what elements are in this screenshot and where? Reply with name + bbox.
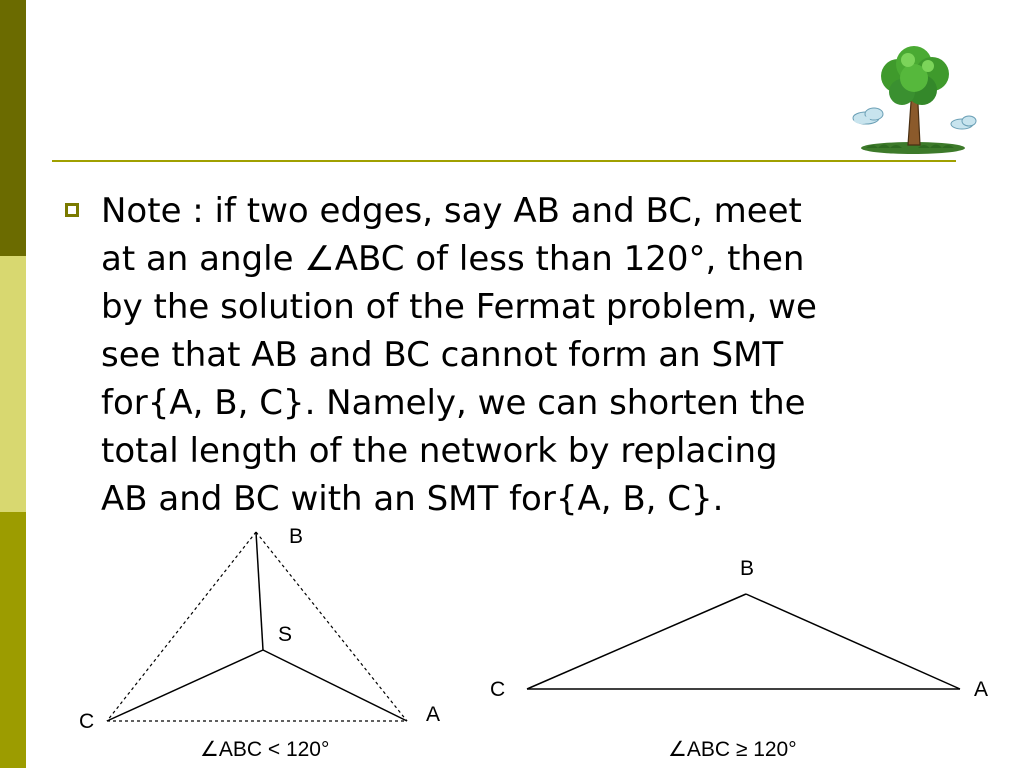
edge-b-a bbox=[746, 594, 960, 689]
left-label-s: S bbox=[278, 623, 293, 646]
right-figure bbox=[490, 557, 988, 761]
left-figure bbox=[79, 525, 440, 761]
edge-b-c-dashed bbox=[107, 532, 256, 721]
note-paragraph: Note : if two edges, say AB and BC, meet at an angle ∠ABC of less than 120°, then by the solution of the Fermat problem, we see that AB and BC cannot form an SMT for{A, B, C}. Namely, we can shorten the total length of the network by replacing AB and BC with an SMT for{A, B, C}. bbox=[101, 191, 817, 519]
edge-s-b bbox=[256, 532, 263, 650]
left-label-a: A bbox=[426, 703, 441, 726]
edge-s-a bbox=[263, 650, 407, 721]
edge-b-c bbox=[527, 594, 746, 689]
right-label-a: A bbox=[974, 678, 989, 701]
left-caption: ∠ABC < 120° bbox=[200, 738, 330, 761]
right-label-b: B bbox=[740, 557, 755, 580]
right-caption: ∠ABC ≥ 120° bbox=[668, 738, 797, 761]
edge-s-c bbox=[107, 650, 263, 721]
left-label-c: C bbox=[79, 710, 95, 733]
left-label-b: B bbox=[289, 525, 304, 548]
right-label-c: C bbox=[490, 678, 506, 701]
